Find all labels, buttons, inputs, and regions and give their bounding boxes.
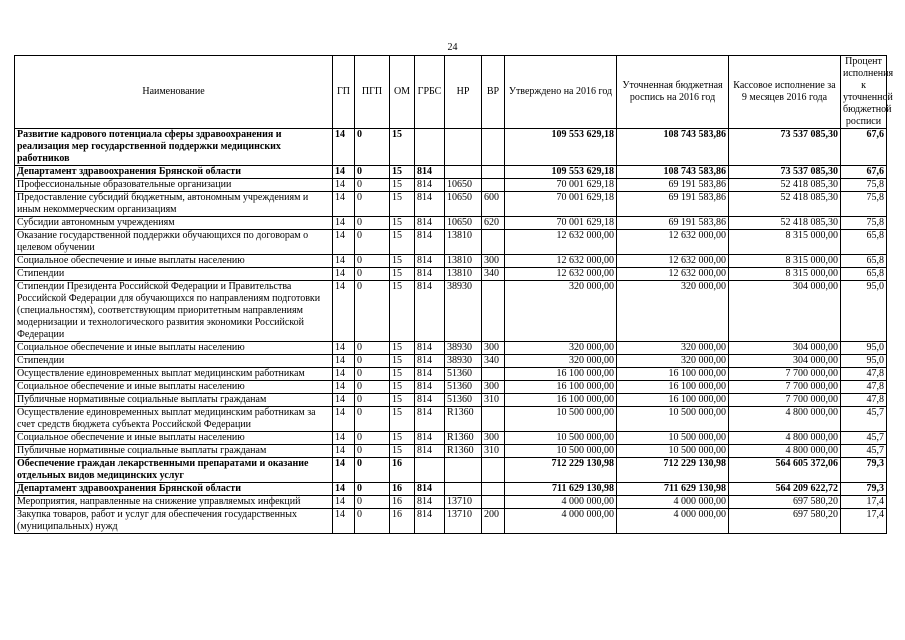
table-row — [15, 381, 887, 394]
cell-refined: 69 191 583,86 — [617, 179, 729, 192]
cell-approved: 12 632 000,00 — [505, 230, 617, 255]
cell-refined: 320 000,00 — [617, 281, 729, 342]
cell-nr: R1360 — [445, 407, 482, 432]
table-row — [15, 268, 887, 281]
cell-percent: 67,6 — [841, 129, 887, 166]
cell-name: Закупка товаров, работ и услуг для обеспечения государственных (муниципальных) нужд — [15, 509, 333, 534]
cell-name: Публичные нормативные социальные выплаты гражданам — [15, 445, 333, 458]
cell-executed: 7 700 000,00 — [729, 394, 841, 407]
cell-name: Предоставление субсидий бюджетным, автономным учреждениям и иным некоммерческим организациям — [15, 192, 333, 217]
cell-grbs: 814 — [415, 445, 445, 458]
table-body — [15, 129, 887, 534]
cell-pgp: 0 — [355, 179, 390, 192]
table-row — [15, 394, 887, 407]
cell-refined: 10 500 000,00 — [617, 445, 729, 458]
cell-gp: 14 — [333, 342, 355, 355]
cell-approved: 16 100 000,00 — [505, 381, 617, 394]
cell-gp: 14 — [333, 509, 355, 534]
cell-gp: 14 — [333, 368, 355, 381]
cell-om: 15 — [390, 368, 415, 381]
cell-percent: 79,3 — [841, 458, 887, 483]
cell-om: 15 — [390, 166, 415, 179]
cell-pgp: 0 — [355, 509, 390, 534]
cell-refined: 10 500 000,00 — [617, 432, 729, 445]
cell-approved: 10 500 000,00 — [505, 445, 617, 458]
cell-om: 15 — [390, 407, 415, 432]
table-header-row — [15, 56, 887, 129]
cell-nr: 13710 — [445, 496, 482, 509]
cell-pgp: 0 — [355, 192, 390, 217]
cell-om: 15 — [390, 342, 415, 355]
cell-refined: 108 743 583,86 — [617, 129, 729, 166]
cell-executed: 73 537 085,30 — [729, 129, 841, 166]
cell-gp: 14 — [333, 458, 355, 483]
table-row — [15, 368, 887, 381]
cell-gp: 14 — [333, 483, 355, 496]
cell-vr — [482, 483, 505, 496]
cell-name: Публичные нормативные социальные выплаты гражданам — [15, 394, 333, 407]
cell-vr: 300 — [482, 342, 505, 355]
cell-nr: 51360 — [445, 368, 482, 381]
cell-om: 15 — [390, 179, 415, 192]
cell-executed: 304 000,00 — [729, 281, 841, 342]
cell-om: 15 — [390, 281, 415, 342]
cell-executed: 7 700 000,00 — [729, 381, 841, 394]
cell-gp: 14 — [333, 230, 355, 255]
cell-approved: 711 629 130,98 — [505, 483, 617, 496]
cell-approved: 712 229 130,98 — [505, 458, 617, 483]
table-row — [15, 496, 887, 509]
cell-approved: 4 000 000,00 — [505, 496, 617, 509]
cell-pgp: 0 — [355, 432, 390, 445]
cell-grbs: 814 — [415, 432, 445, 445]
cell-percent: 47,8 — [841, 394, 887, 407]
cell-pgp: 0 — [355, 255, 390, 268]
cell-percent: 17,4 — [841, 509, 887, 534]
cell-nr: 51360 — [445, 381, 482, 394]
header-name: Наименование — [15, 56, 333, 129]
cell-executed: 8 315 000,00 — [729, 268, 841, 281]
cell-refined: 4 000 000,00 — [617, 496, 729, 509]
cell-percent: 45,7 — [841, 432, 887, 445]
cell-executed: 697 580,20 — [729, 509, 841, 534]
cell-vr: 300 — [482, 255, 505, 268]
cell-refined: 712 229 130,98 — [617, 458, 729, 483]
cell-pgp: 0 — [355, 458, 390, 483]
cell-pgp: 0 — [355, 230, 390, 255]
cell-name: Социальное обеспечение и иные выплаты населению — [15, 255, 333, 268]
cell-vr — [482, 407, 505, 432]
cell-executed: 564 209 622,72 — [729, 483, 841, 496]
cell-approved: 320 000,00 — [505, 355, 617, 368]
table-row — [15, 129, 887, 166]
cell-refined: 12 632 000,00 — [617, 230, 729, 255]
cell-approved: 16 100 000,00 — [505, 368, 617, 381]
cell-percent: 65,8 — [841, 268, 887, 281]
cell-om: 15 — [390, 217, 415, 230]
cell-nr: 10650 — [445, 179, 482, 192]
cell-refined: 12 632 000,00 — [617, 268, 729, 281]
header-approved: Утверждено на 2016 год — [505, 56, 617, 129]
cell-name: Стипендии — [15, 268, 333, 281]
cell-om: 15 — [390, 355, 415, 368]
cell-percent: 95,0 — [841, 355, 887, 368]
cell-nr — [445, 166, 482, 179]
cell-refined: 320 000,00 — [617, 342, 729, 355]
cell-approved: 70 001 629,18 — [505, 217, 617, 230]
cell-approved: 70 001 629,18 — [505, 179, 617, 192]
cell-grbs: 814 — [415, 483, 445, 496]
table-row — [15, 179, 887, 192]
budget-table — [14, 55, 894, 534]
cell-refined: 711 629 130,98 — [617, 483, 729, 496]
cell-name: Департамент здравоохранения Брянской области — [15, 483, 333, 496]
cell-approved: 16 100 000,00 — [505, 394, 617, 407]
cell-grbs: 814 — [415, 394, 445, 407]
cell-percent: 67,6 — [841, 166, 887, 179]
table-row — [15, 217, 887, 230]
cell-om: 15 — [390, 129, 415, 166]
cell-percent: 65,8 — [841, 230, 887, 255]
cell-gp: 14 — [333, 407, 355, 432]
cell-name: Департамент здравоохранения Брянской области — [15, 166, 333, 179]
table-row — [15, 458, 887, 483]
cell-gp: 14 — [333, 166, 355, 179]
cell-vr: 310 — [482, 394, 505, 407]
table-row — [15, 166, 887, 179]
cell-name: Социальное обеспечение и иные выплаты населению — [15, 432, 333, 445]
cell-refined: 69 191 583,86 — [617, 217, 729, 230]
cell-vr: 600 — [482, 192, 505, 217]
cell-om: 16 — [390, 509, 415, 534]
cell-vr: 300 — [482, 432, 505, 445]
cell-nr: 10650 — [445, 217, 482, 230]
table-row — [15, 483, 887, 496]
cell-gp: 14 — [333, 381, 355, 394]
cell-gp: 14 — [333, 281, 355, 342]
cell-nr: R1360 — [445, 432, 482, 445]
cell-name: Стипендии — [15, 355, 333, 368]
cell-gp: 14 — [333, 179, 355, 192]
cell-nr: 13710 — [445, 509, 482, 534]
cell-executed: 4 800 000,00 — [729, 407, 841, 432]
cell-nr: 13810 — [445, 230, 482, 255]
cell-percent: 79,3 — [841, 483, 887, 496]
cell-vr — [482, 458, 505, 483]
cell-percent: 47,8 — [841, 381, 887, 394]
header-refined: Уточненная бюджетная роспись на 2016 год — [617, 56, 729, 129]
cell-vr: 340 — [482, 268, 505, 281]
cell-executed: 8 315 000,00 — [729, 230, 841, 255]
cell-grbs: 814 — [415, 166, 445, 179]
cell-gp: 14 — [333, 496, 355, 509]
cell-nr: 13810 — [445, 268, 482, 281]
page-number: 24 — [447, 42, 458, 53]
cell-percent: 17,4 — [841, 496, 887, 509]
table-row — [15, 281, 887, 342]
cell-executed: 52 418 085,30 — [729, 217, 841, 230]
cell-percent: 65,8 — [841, 255, 887, 268]
cell-gp: 14 — [333, 217, 355, 230]
cell-nr — [445, 458, 482, 483]
cell-om: 15 — [390, 432, 415, 445]
header-vr: ВР — [482, 56, 505, 129]
cell-grbs: 814 — [415, 268, 445, 281]
cell-executed: 304 000,00 — [729, 342, 841, 355]
cell-refined: 12 632 000,00 — [617, 255, 729, 268]
cell-executed: 4 800 000,00 — [729, 432, 841, 445]
cell-executed: 52 418 085,30 — [729, 179, 841, 192]
cell-om: 15 — [390, 192, 415, 217]
cell-gp: 14 — [333, 445, 355, 458]
cell-om: 15 — [390, 381, 415, 394]
cell-vr: 340 — [482, 355, 505, 368]
cell-approved: 320 000,00 — [505, 281, 617, 342]
cell-vr: 620 — [482, 217, 505, 230]
cell-om: 15 — [390, 230, 415, 255]
cell-refined: 10 500 000,00 — [617, 407, 729, 432]
cell-pgp: 0 — [355, 268, 390, 281]
cell-nr: 13810 — [445, 255, 482, 268]
header-grbs: ГРБС — [415, 56, 445, 129]
cell-approved: 320 000,00 — [505, 342, 617, 355]
cell-gp: 14 — [333, 192, 355, 217]
cell-grbs — [415, 458, 445, 483]
cell-om: 15 — [390, 394, 415, 407]
cell-vr — [482, 496, 505, 509]
cell-pgp: 0 — [355, 394, 390, 407]
cell-percent: 47,8 — [841, 368, 887, 381]
cell-name: Социальное обеспечение и иные выплаты населению — [15, 342, 333, 355]
cell-executed: 697 580,20 — [729, 496, 841, 509]
cell-vr — [482, 166, 505, 179]
cell-gp: 14 — [333, 355, 355, 368]
header-pgp: ПГП — [355, 56, 390, 129]
table-row — [15, 355, 887, 368]
cell-executed: 4 800 000,00 — [729, 445, 841, 458]
cell-refined: 16 100 000,00 — [617, 368, 729, 381]
cell-percent: 95,0 — [841, 281, 887, 342]
cell-executed: 52 418 085,30 — [729, 192, 841, 217]
cell-nr: 38930 — [445, 342, 482, 355]
cell-om: 15 — [390, 445, 415, 458]
cell-name: Осуществление единовременных выплат медицинским работникам — [15, 368, 333, 381]
cell-percent: 75,8 — [841, 192, 887, 217]
table-row — [15, 342, 887, 355]
table-row — [15, 230, 887, 255]
cell-percent: 75,8 — [841, 179, 887, 192]
cell-name: Развитие кадрового потенциала сферы здравоохранения и реализация мер государственной поддержки медицинских работников — [15, 129, 333, 166]
cell-grbs: 814 — [415, 381, 445, 394]
cell-grbs — [415, 129, 445, 166]
cell-nr: 38930 — [445, 355, 482, 368]
cell-nr: 10650 — [445, 192, 482, 217]
cell-om: 15 — [390, 268, 415, 281]
cell-vr — [482, 179, 505, 192]
cell-executed: 73 537 085,30 — [729, 166, 841, 179]
cell-pgp: 0 — [355, 355, 390, 368]
cell-grbs: 814 — [415, 281, 445, 342]
cell-percent: 95,0 — [841, 342, 887, 355]
cell-percent: 75,8 — [841, 217, 887, 230]
cell-pgp: 0 — [355, 445, 390, 458]
cell-vr — [482, 368, 505, 381]
table-row — [15, 192, 887, 217]
header-executed: Кассовое исполнение за 9 месяцев 2016 года — [729, 56, 841, 129]
cell-executed: 304 000,00 — [729, 355, 841, 368]
table-row — [15, 432, 887, 445]
cell-approved: 12 632 000,00 — [505, 268, 617, 281]
cell-pgp: 0 — [355, 281, 390, 342]
cell-pgp: 0 — [355, 483, 390, 496]
cell-gp: 14 — [333, 432, 355, 445]
cell-name: Осуществление единовременных выплат медицинским работникам за счет средств бюджета субъекта Российской Федерации — [15, 407, 333, 432]
cell-grbs: 814 — [415, 192, 445, 217]
cell-grbs: 814 — [415, 179, 445, 192]
cell-vr — [482, 230, 505, 255]
cell-approved: 4 000 000,00 — [505, 509, 617, 534]
cell-name: Обеспечение граждан лекарственными препаратами и оказание отдельных видов медицинских услуг — [15, 458, 333, 483]
cell-name: Социальное обеспечение и иные выплаты населению — [15, 381, 333, 394]
cell-pgp: 0 — [355, 129, 390, 166]
cell-grbs: 814 — [415, 342, 445, 355]
cell-gp: 14 — [333, 268, 355, 281]
cell-grbs: 814 — [415, 368, 445, 381]
header-nr: НР — [445, 56, 482, 129]
cell-name: Субсидии автономным учреждениям — [15, 217, 333, 230]
cell-om: 15 — [390, 255, 415, 268]
cell-approved: 12 632 000,00 — [505, 255, 617, 268]
cell-gp: 14 — [333, 255, 355, 268]
cell-vr — [482, 129, 505, 166]
cell-vr — [482, 281, 505, 342]
cell-grbs: 814 — [415, 355, 445, 368]
cell-name: Мероприятия, направленные на снижение управляемых инфекций — [15, 496, 333, 509]
header-om: ОМ — [390, 56, 415, 129]
cell-refined: 320 000,00 — [617, 355, 729, 368]
cell-refined: 16 100 000,00 — [617, 394, 729, 407]
cell-pgp: 0 — [355, 342, 390, 355]
cell-approved: 109 553 629,18 — [505, 166, 617, 179]
cell-refined: 69 191 583,86 — [617, 192, 729, 217]
cell-vr: 300 — [482, 381, 505, 394]
header-gp: ГП — [333, 56, 355, 129]
cell-nr: R1360 — [445, 445, 482, 458]
cell-name: Профессиональные образовательные организации — [15, 179, 333, 192]
cell-percent: 45,7 — [841, 407, 887, 432]
cell-approved: 10 500 000,00 — [505, 432, 617, 445]
cell-gp: 14 — [333, 129, 355, 166]
cell-pgp: 0 — [355, 496, 390, 509]
cell-om: 16 — [390, 458, 415, 483]
cell-nr: 38930 — [445, 281, 482, 342]
cell-refined: 108 743 583,86 — [617, 166, 729, 179]
header-percent: Процент исполнения к уточненной бюджетной росписи — [841, 56, 887, 129]
cell-grbs: 814 — [415, 509, 445, 534]
table-row — [15, 445, 887, 458]
cell-approved: 109 553 629,18 — [505, 129, 617, 166]
cell-pgp: 0 — [355, 166, 390, 179]
cell-grbs: 814 — [415, 407, 445, 432]
cell-nr: 51360 — [445, 394, 482, 407]
cell-nr — [445, 129, 482, 166]
cell-grbs: 814 — [415, 217, 445, 230]
cell-grbs: 814 — [415, 230, 445, 255]
cell-pgp: 0 — [355, 217, 390, 230]
cell-pgp: 0 — [355, 368, 390, 381]
table-row — [15, 407, 887, 432]
cell-vr: 200 — [482, 509, 505, 534]
cell-nr — [445, 483, 482, 496]
cell-gp: 14 — [333, 394, 355, 407]
cell-executed: 8 315 000,00 — [729, 255, 841, 268]
cell-refined: 4 000 000,00 — [617, 509, 729, 534]
cell-om: 16 — [390, 483, 415, 496]
cell-executed: 7 700 000,00 — [729, 368, 841, 381]
cell-vr: 310 — [482, 445, 505, 458]
cell-grbs: 814 — [415, 255, 445, 268]
table-row — [15, 509, 887, 534]
cell-pgp: 0 — [355, 381, 390, 394]
cell-pgp: 0 — [355, 407, 390, 432]
table-row — [15, 255, 887, 268]
cell-executed: 564 605 372,06 — [729, 458, 841, 483]
cell-approved: 70 001 629,18 — [505, 192, 617, 217]
cell-name: Стипендии Президента Российской Федерации и Правительства Российской Федерации для обучающихся по направлениям подготовки (специальностям), соответствующим приоритетным направлениям модернизации и технологического развития экономики Российской Федерации — [15, 281, 333, 342]
cell-om: 16 — [390, 496, 415, 509]
cell-percent: 45,7 — [841, 445, 887, 458]
cell-grbs: 814 — [415, 496, 445, 509]
cell-refined: 16 100 000,00 — [617, 381, 729, 394]
cell-approved: 10 500 000,00 — [505, 407, 617, 432]
cell-name: Оказание государственной поддержки обучающихся по договорам о целевом обучении — [15, 230, 333, 255]
